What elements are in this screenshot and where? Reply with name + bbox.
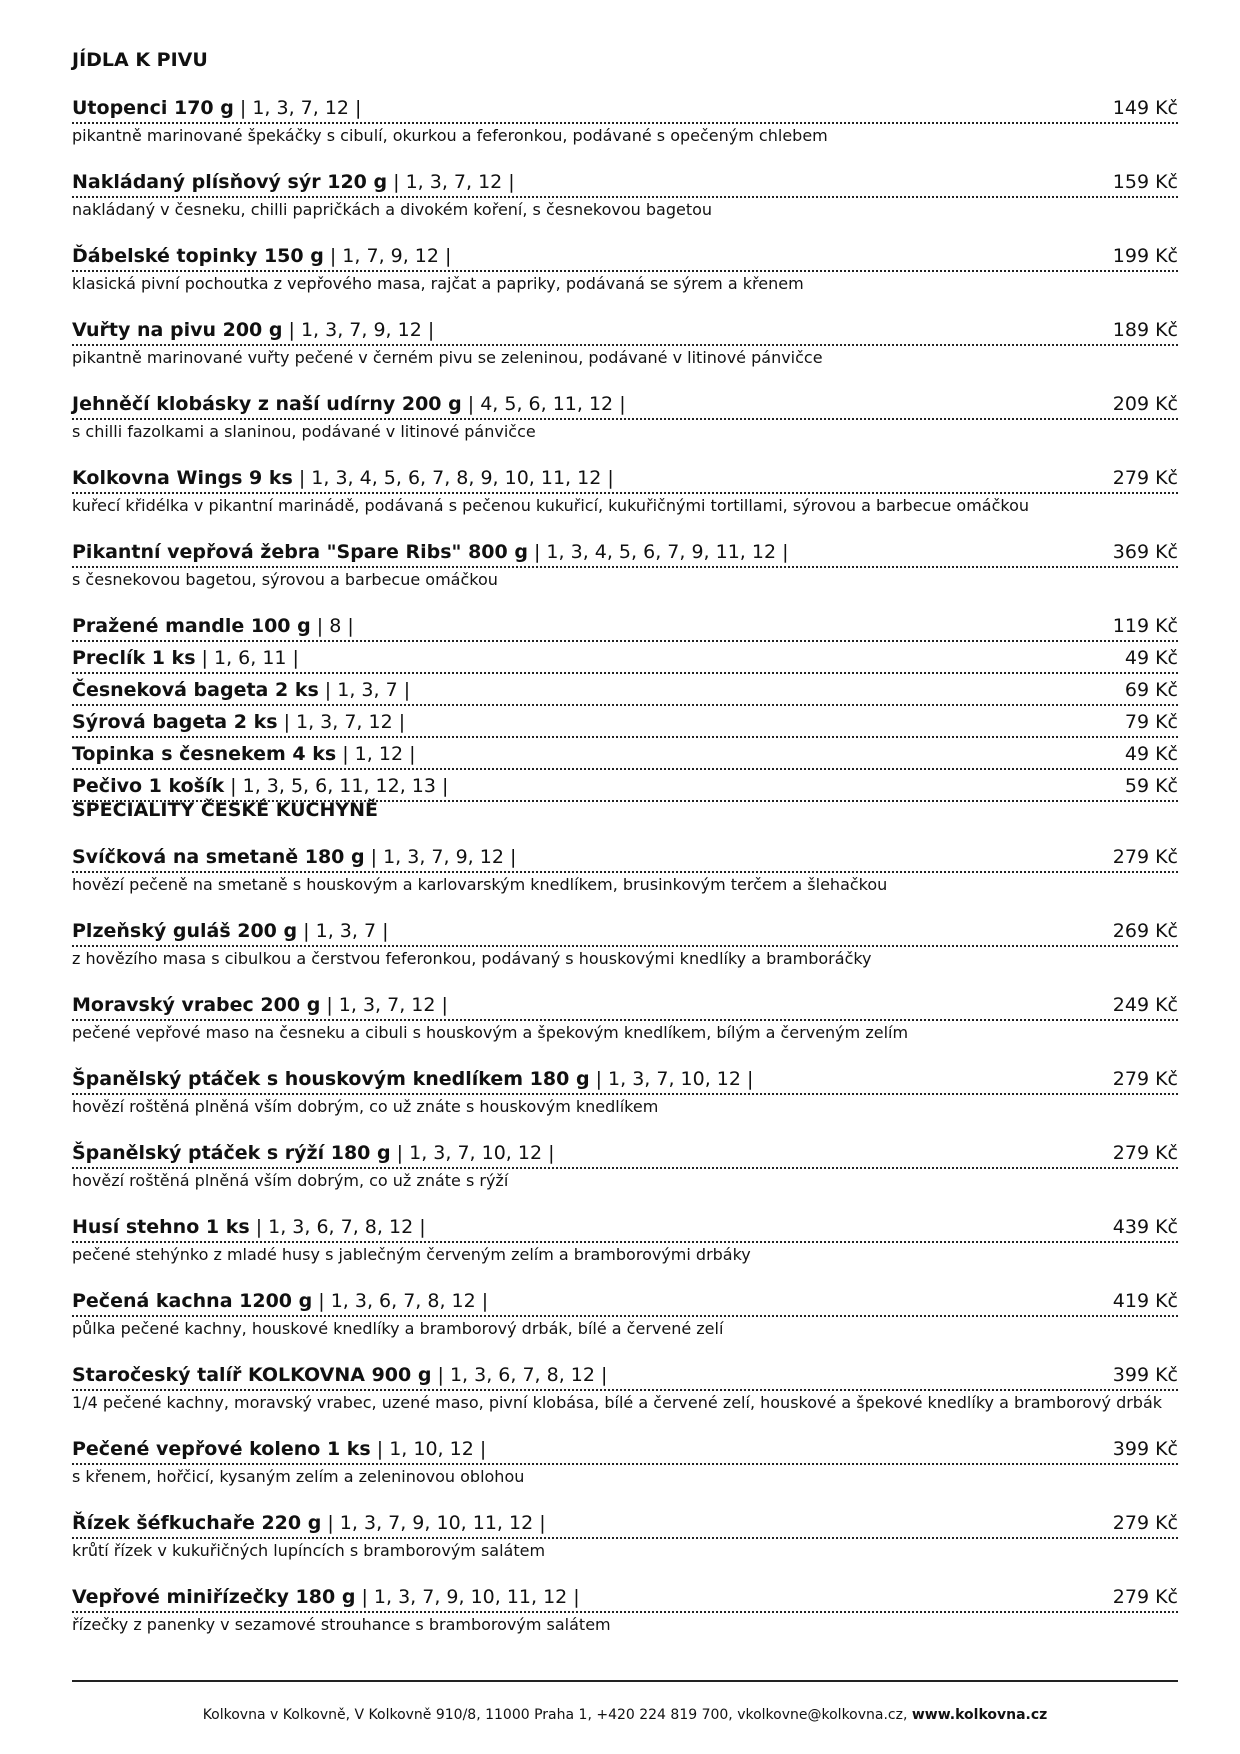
item-description: klasická pivní pochoutka z vepřového masa, rajčat a papriky, podávaná se sýrem a křenem	[72, 274, 804, 293]
menu-item	[72, 1213, 1178, 1266]
section-beer-food	[72, 48, 1178, 804]
item-allergens: | 1, 3, 7, 9, 12 |	[364, 846, 517, 868]
item-price: 439 Kč	[1112, 1216, 1178, 1238]
item-name: Pečená kachna 1200 g	[72, 1290, 313, 1312]
item-price: 279 Kč	[1112, 467, 1178, 489]
item-name: Nakládaný plísňový sýr 120 g	[72, 171, 388, 193]
menu-item	[72, 464, 1178, 517]
item-name: Vuřty na pivu 200 g	[72, 319, 283, 341]
menu-item-header	[72, 464, 1178, 494]
item-price: 149 Kč	[1112, 97, 1178, 119]
section-title: JÍDLA K PIVU	[72, 49, 208, 71]
menu-item-header	[72, 1287, 1178, 1317]
item-allergens: | 1, 12 |	[336, 743, 416, 765]
menu-item-header	[72, 316, 1178, 346]
item-allergens: | 1, 3, 6, 7, 8, 12 |	[431, 1364, 608, 1386]
item-description: s křenem, hořčicí, kysaným zelím a zeleninovou oblohou	[72, 1467, 525, 1486]
item-description: hovězí pečeně na smetaně s houskovým a karlovarským knedlíkem, brusinkovým terčem a šlehačkou	[72, 875, 888, 894]
item-price: 79 Kč	[1124, 711, 1178, 733]
item-allergens: | 1, 3, 7, 9, 12 |	[282, 319, 435, 341]
item-allergens: | 1, 3, 5, 6, 11, 12, 13 |	[224, 775, 449, 797]
menu-item-header	[72, 1361, 1178, 1391]
item-price: 279 Kč	[1112, 846, 1178, 868]
item-list	[72, 94, 1178, 802]
menu-item-header	[72, 1065, 1178, 1095]
item-price: 49 Kč	[1124, 647, 1178, 669]
item-price: 279 Kč	[1112, 1142, 1178, 1164]
item-allergens: | 1, 6, 11 |	[195, 647, 299, 669]
menu-item-header	[72, 917, 1178, 947]
item-name: Moravský vrabec 200 g	[72, 994, 321, 1016]
item-name: Jehněčí klobásky z naší udírny 200 g	[72, 393, 462, 415]
item-name: Ďábelské topinky 150 g	[72, 245, 324, 267]
item-name: Česneková bageta 2 ks	[72, 679, 319, 701]
item-price: 199 Kč	[1112, 245, 1178, 267]
item-price: 69 Kč	[1124, 679, 1178, 701]
item-allergens: | 4, 5, 6, 11, 12 |	[461, 393, 626, 415]
item-allergens: | 1, 3, 7, 12 |	[277, 711, 406, 733]
menu-item	[72, 612, 1178, 642]
item-allergens: | 1, 10, 12 |	[370, 1438, 487, 1460]
menu-item	[72, 168, 1178, 221]
menu-item-header	[72, 94, 1178, 124]
menu-item	[72, 1583, 1178, 1636]
menu-item	[72, 991, 1178, 1044]
menu-item-header	[72, 644, 1178, 674]
menu-item	[72, 316, 1178, 369]
item-price: 279 Kč	[1112, 1068, 1178, 1090]
item-price: 209 Kč	[1112, 393, 1178, 415]
item-price: 399 Kč	[1112, 1438, 1178, 1460]
footer-website[interactable]: www.kolkovna.cz	[911, 1707, 1048, 1723]
item-allergens: | 1, 3, 7, 12 |	[387, 171, 515, 193]
item-allergens: | 1, 3, 4, 5, 6, 7, 9, 11, 12 |	[527, 541, 789, 563]
item-allergens: | 1, 3, 7 |	[297, 920, 389, 942]
item-name: Pečivo 1 košík	[72, 775, 225, 797]
menu-item	[72, 708, 1178, 738]
menu-item-header	[72, 1509, 1178, 1539]
menu-item	[72, 390, 1178, 443]
item-description: s chilli fazolkami a slaninou, podávané v litinové pánvičce	[72, 422, 536, 441]
menu-item	[72, 1509, 1178, 1562]
item-description: hovězí roštěná plněná vším dobrým, co už znáte s rýží	[72, 1171, 509, 1190]
item-description: krůtí řízek v kukuřičných lupíncích s bramborovým salátem	[72, 1541, 546, 1560]
item-price: 159 Kč	[1112, 171, 1178, 193]
item-name: Španělský ptáček s rýží 180 g	[72, 1142, 391, 1164]
item-price: 419 Kč	[1112, 1290, 1178, 1312]
item-name: Staročeský talíř KOLKOVNA 900 g	[72, 1364, 432, 1386]
item-description: z hovězího masa s cibulkou a čerstvou feferonkou, podávaný s houskovými knedlíky a bramboráčky	[72, 949, 872, 968]
menu-item	[72, 242, 1178, 295]
menu-item	[72, 94, 1178, 147]
item-price: 279 Kč	[1112, 1586, 1178, 1608]
item-price: 399 Kč	[1112, 1364, 1178, 1386]
item-name: Pikantní vepřová žebra "Spare Ribs" 800 g	[72, 541, 528, 563]
item-list	[72, 843, 1178, 1636]
item-allergens: | 1, 3, 6, 7, 8, 12 |	[312, 1290, 489, 1312]
item-name: Španělský ptáček s houskovým knedlíkem 180 g	[72, 1068, 590, 1090]
item-allergens: | 1, 3, 7, 9, 10, 11, 12 |	[355, 1586, 580, 1608]
menu-item-header	[72, 612, 1178, 642]
item-name: Preclík 1 ks	[72, 647, 196, 669]
item-description: nakládaný v česneku, chilli papričkách a divokém koření, s česnekovou bagetou	[72, 200, 713, 219]
item-name: Řízek šéfkuchaře 220 g	[72, 1512, 322, 1534]
footer-divider	[72, 1680, 1178, 1682]
section-title: SPECIALITY ČESKÉ KUCHYNĚ	[72, 799, 379, 821]
item-price: 369 Kč	[1112, 541, 1178, 563]
menu-item-header	[72, 1435, 1178, 1465]
item-description: půlka pečené kachny, houskové knedlíky a bramborový drbák, bílé a červené zelí	[72, 1319, 724, 1338]
item-name: Kolkovna Wings 9 ks	[72, 467, 293, 489]
item-name: Plzeňský guláš 200 g	[72, 920, 298, 942]
menu-item-header	[72, 242, 1178, 272]
menu-item-header	[72, 991, 1178, 1021]
item-name: Utopenci 170 g	[72, 97, 234, 119]
item-allergens: | 1, 3, 7, 12 |	[320, 994, 448, 1016]
item-name: Vepřové miniřízečky 180 g	[72, 1586, 356, 1608]
item-price: 59 Kč	[1124, 775, 1178, 797]
item-name: Svíčková na smetaně 180 g	[72, 846, 365, 868]
item-description: řízečky z panenky v sezamové strouhance s bramborovým salátem	[72, 1615, 611, 1634]
menu-item-header	[72, 708, 1178, 738]
item-description: hovězí roštěná plněná vším dobrým, co už znáte s houskovým knedlíkem	[72, 1097, 659, 1116]
item-description: pikantně marinované vuřty pečené v černém pivu se zeleninou, podávané v litinové pánvičce	[72, 348, 823, 367]
item-price: 49 Kč	[1124, 743, 1178, 765]
item-name: Pražené mandle 100 g	[72, 615, 311, 637]
item-allergens: | 1, 3, 4, 5, 6, 7, 8, 9, 10, 11, 12 |	[292, 467, 614, 489]
menu-item	[72, 1139, 1178, 1192]
item-description: 1/4 pečené kachny, moravský vrabec, uzené maso, pivní klobása, bílé a červené zelí, houskové a špekové knedlíky a bramborový drbák	[72, 1393, 1163, 1412]
item-price: 279 Kč	[1112, 1512, 1178, 1534]
menu-item-header	[72, 1139, 1178, 1169]
item-allergens: | 1, 3, 6, 7, 8, 12 |	[249, 1216, 426, 1238]
menu-item	[72, 676, 1178, 706]
item-allergens: | 8 |	[310, 615, 354, 637]
item-name: Husí stehno 1 ks	[72, 1216, 250, 1238]
item-allergens: | 1, 7, 9, 12 |	[323, 245, 452, 267]
menu-item	[72, 917, 1178, 970]
menu-item-header	[72, 390, 1178, 420]
item-price: 189 Kč	[1112, 319, 1178, 341]
item-description: pikantně marinované špekáčky s cibulí, okurkou a feferonkou, podávané s opečeným chlebem	[72, 126, 828, 145]
item-allergens: | 1, 3, 7, 9, 10, 11, 12 |	[321, 1512, 546, 1534]
item-allergens: | 1, 3, 7 |	[318, 679, 411, 701]
footer	[72, 1706, 1178, 1724]
menu-item	[72, 1435, 1178, 1488]
footer-contact: Kolkovna v Kolkovně, V Kolkovně 910/8, 11000 Praha 1, +420 224 819 700, vkolkovne@kolkovna.cz,	[202, 1707, 912, 1723]
item-price: 249 Kč	[1112, 994, 1178, 1016]
menu-item	[72, 1361, 1178, 1414]
menu-item-header	[72, 676, 1178, 706]
item-description: pečené stehýnko z mladé husy s jablečným červeným zelím a bramborovými drbáky	[72, 1245, 751, 1264]
menu-item-header	[72, 843, 1178, 873]
item-description: s česnekovou bagetou, sýrovou a barbecue omáčkou	[72, 570, 498, 589]
item-allergens: | 1, 3, 7, 10, 12 |	[390, 1142, 555, 1164]
item-name: Pečené vepřové koleno 1 ks	[72, 1438, 371, 1460]
section-czech-specialities	[72, 798, 1178, 1657]
menu-item-header	[72, 1213, 1178, 1243]
menu-item-header	[72, 168, 1178, 198]
menu-item	[72, 740, 1178, 770]
item-price: 119 Kč	[1112, 615, 1178, 637]
menu-item	[72, 843, 1178, 896]
menu-item	[72, 1287, 1178, 1340]
item-name: Topinka s česnekem 4 ks	[72, 743, 337, 765]
menu-item	[72, 538, 1178, 591]
menu-item-header	[72, 740, 1178, 770]
menu-item	[72, 644, 1178, 674]
menu-item	[72, 1065, 1178, 1118]
item-price: 269 Kč	[1112, 920, 1178, 942]
item-allergens: | 1, 3, 7, 10, 12 |	[589, 1068, 754, 1090]
item-description: kuřecí křidélka v pikantní marinádě, podávaná s pečenou kukuřicí, kukuřičnými tortillami, sýrovou a barbecue omáčkou	[72, 496, 1030, 515]
item-allergens: | 1, 3, 7, 12 |	[233, 97, 362, 119]
item-description: pečené vepřové maso na česneku a cibuli s houskovým a špekovým knedlíkem, bílým a červeným zelím	[72, 1023, 909, 1042]
menu-item-header	[72, 1583, 1178, 1613]
item-name: Sýrová bageta 2 ks	[72, 711, 278, 733]
menu-item-header	[72, 538, 1178, 568]
